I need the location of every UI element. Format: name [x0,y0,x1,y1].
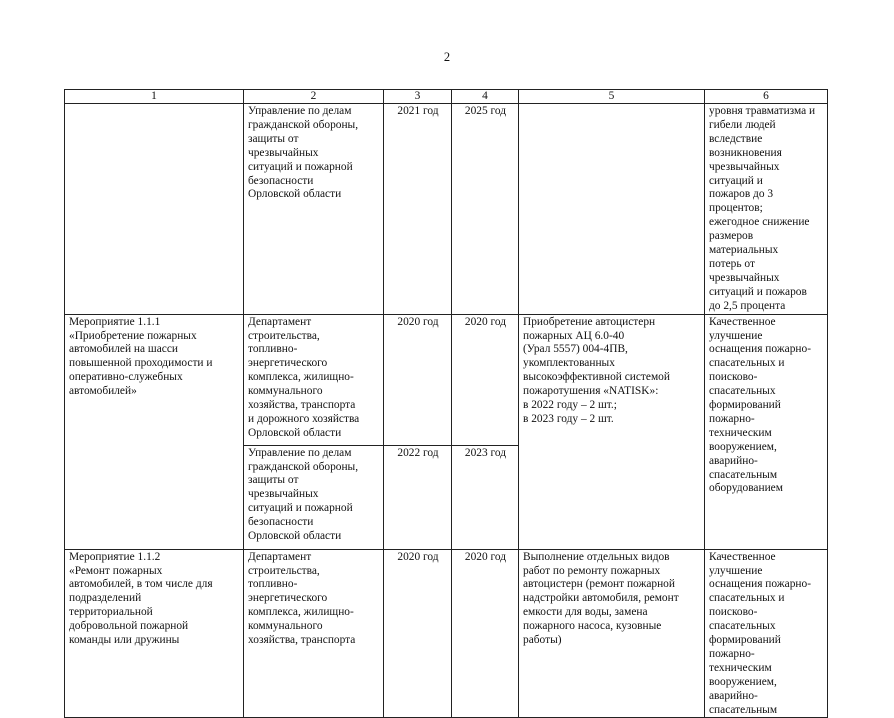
measure-name-cell: Мероприятие 1.1.1 «Приобретение пожарных автомобилей на шасси повышенной проходимости и оперативно-служебных автомобилей» [65,314,244,549]
result-cell: Качественное улучшение оснащения пожарно- спасательных и поисково- спасательных формирований пожарно- техническим вооружением, аварийно-спасательным [705,549,828,718]
end-year-cell: 2020 год [452,549,519,718]
result-cell: Качественное улучшение оснащения пожарно- спасательных и поисково- спасательных формирований пожарно- техническим вооружением, аварийно-спасательным оборудованием [705,314,828,549]
column-header-5: 5 [519,90,705,104]
table-row [65,104,828,315]
executor-cell: Управление по делам гражданской обороны, защиты от чрезвычайных ситуаций и пожарной безопасности Орловской области [244,104,384,315]
executor-cell: Департамент строительства, топливно- энергетического комплекса, жилищно- коммунального хозяйства, транспорта [244,549,384,718]
column-header-3: 3 [384,90,452,104]
start-year-cell: 2021 год [384,104,452,315]
measures-table [64,89,828,718]
column-header-6: 6 [705,90,828,104]
start-year-cell: 2022 год [384,445,452,549]
table-row [65,314,828,445]
column-number-row [65,90,828,104]
executor-cell: Департамент строительства, топливно- энергетического комплекса, жилищно- коммунального хозяйства, транспорта и дорожного хозяйства Орловской области [244,314,384,445]
table-row [65,549,828,718]
column-header-2: 2 [244,90,384,104]
end-year-cell: 2025 год [452,104,519,315]
column-header-4: 4 [452,90,519,104]
start-year-cell: 2020 год [384,549,452,718]
description-cell: Приобретение автоцистерн пожарных АЦ 6.0-40 (Урал 5557) 004-4ПВ, укомплектованных высокоэффективной системой пожаротушения «NATISK»: в 2022 году – 2 шт.; в 2023 году – 2 шт. [519,314,705,549]
page-number: 2 [443,50,451,64]
measure-name-cell: Мероприятие 1.1.2 «Ремонт пожарных автомобилей, в том числе для подразделений территориальной добровольной пожарной команды или дружины [65,549,244,718]
end-year-cell: 2023 год [452,445,519,549]
executor-cell: Управление по делам гражданской обороны, защиты от чрезвычайных ситуаций и пожарной безопасности Орловской области [244,445,384,549]
result-cell: уровня травматизма и гибели людей вследствие возникновения чрезвычайных ситуаций и пожаров до 3 процентов; ежегодное снижение размеров материальных потерь от чрезвычайных ситуаций и пожаров до 2,5 процента [705,104,828,315]
description-cell [519,104,705,315]
measure-name-cell [65,104,244,315]
column-header-1: 1 [65,90,244,104]
description-cell: Выполнение отдельных видов работ по ремонту пожарных автоцистерн (ремонт пожарной надстройки автомобиля, ремонт емкости для воды, замена пожарного насоса, кузовные работы) [519,549,705,718]
end-year-cell: 2020 год [452,314,519,445]
start-year-cell: 2020 год [384,314,452,445]
